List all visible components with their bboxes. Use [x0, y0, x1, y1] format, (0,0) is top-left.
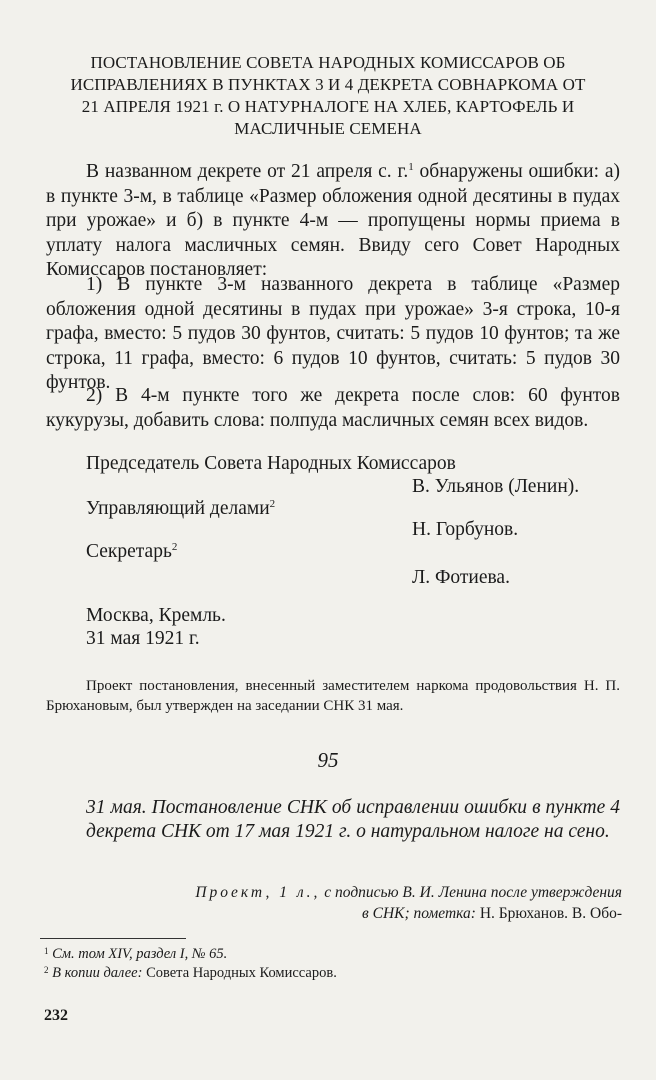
chairman-title: Председатель Совета Народных Комиссаров	[86, 453, 456, 474]
body-paragraph-point-2: 2) В 4-м пункте того же декрета после слов: 60 фунтов кукурузы, добавить слова: полпуда масличных семян всех видов.	[46, 385, 620, 431]
footnote-2-text: Совета Народных Комиссаров.	[142, 965, 337, 981]
footnote-ref-1: 1	[408, 161, 414, 173]
manager-title-text: Управляющий делами	[86, 498, 270, 519]
body-paragraph-intro	[46, 160, 620, 283]
secretary-title	[86, 540, 177, 564]
intro-text-a: В названном декрете от 21 апреля с. г.	[86, 161, 409, 182]
footnote-1-text: См. том XIV, раздел I, № 65.	[52, 946, 228, 962]
page-number: 232	[44, 1007, 68, 1024]
footnote-1-mark: 1	[44, 946, 49, 956]
chairman-name: В. Ульянов (Ленин).	[412, 476, 580, 497]
next-document-title: 31 мая. Постановление СНК об исправлении ошибки в пункте 4 декрета СНК от 17 мая 1921 г. о натуральном налоге на сено.	[86, 797, 620, 842]
footnote-ref-2b: 2	[171, 541, 178, 553]
footnote-ref-2: 2	[269, 498, 276, 510]
source-spaced: Проект, 1 л.,	[195, 884, 321, 901]
footnote-divider	[40, 938, 186, 939]
footnote-2-mark: 2	[44, 965, 49, 975]
source-italic: с подписью В. И. Ленина после утверждения в СНК; пометка:	[320, 884, 622, 922]
place: Москва, Кремль.	[86, 605, 226, 626]
source-normal: Н. Брюханов. В. Обо-	[479, 905, 622, 922]
editor-note: Проект постановления, внесенный заместителем наркома продовольствия Н. П. Брюхановым, был утвержден на заседании СНК 31 мая.	[46, 678, 620, 714]
decree-title: ПОСТАНОВЛЕНИЕ СОВЕТА НАРОДНЫХ КОМИССАРОВ ОБ ИСПРАВЛЕНИЯХ В ПУНКТАХ 3 И 4 ДЕКРЕТА СОВНАРКОМА ОТ 21 АПРЕЛЯ 1921 г. О НАТУРНАЛОГЕ НА ХЛЕБ, КАРТОФЕЛЬ И МАСЛИЧНЫЕ СЕМЕНА	[70, 53, 586, 138]
archival-source	[190, 882, 622, 924]
document-number: 95	[317, 748, 339, 772]
date: 31 мая 1921 г.	[86, 628, 200, 649]
secretary-title-text: Секретарь	[86, 541, 172, 562]
manager-name: Н. Горбунов.	[412, 519, 519, 540]
secretary-name: Л. Фотиева.	[412, 567, 510, 588]
footnote-2	[44, 961, 337, 983]
manager-title	[86, 497, 275, 521]
footnote-2-italic: В копии далее:	[52, 965, 143, 981]
intro-text-b: обнаружены ошибки: а) в пункте 3-м, в таблице «Размер обложения одной десятины в пудах при урожае» и б) в пункте 4-м — пропущены нормы приема в уплату налога масличных семян. Ввиду сего Совет Народных Комиссаров постановляет:	[46, 161, 620, 280]
body-paragraph-point-1: 1) В пункте 3-м названного декрета в таблице «Размер обложения одной десятины в пудах при урожае» 3-я строка, 10-я графа, вместо: 5 пудов 30 фунтов, считать: 5 пудов 10 фунтов; та же строка, 11 графа, вместо: 6 пудов 10 фунтов, считать: 5 пудов 30 фунтов.	[46, 274, 620, 393]
